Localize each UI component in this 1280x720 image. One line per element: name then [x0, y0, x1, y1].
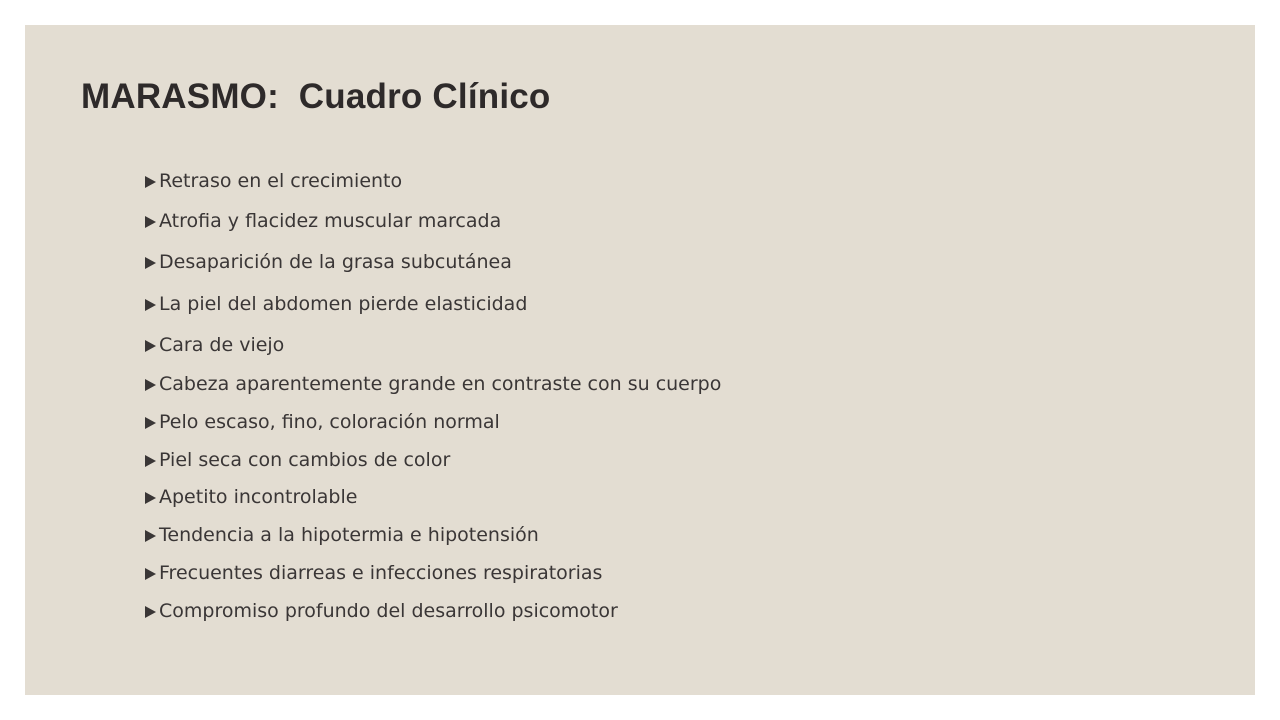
list-item-label: Cara de viejo	[159, 334, 285, 356]
list-item	[145, 411, 500, 433]
list-item-label: Frecuentes diarreas e infecciones respiratorias	[159, 562, 603, 584]
list-item-label: La piel del abdomen pierde elasticidad	[159, 293, 528, 315]
list-item	[145, 334, 284, 356]
list-item-label: Pelo escaso, fino, coloración normal	[159, 411, 500, 433]
list-item-label: Apetito incontrolable	[159, 486, 358, 508]
list-item	[145, 210, 501, 232]
arrowhead-bullet-icon	[145, 340, 156, 352]
list-item-label: Compromiso profundo del desarrollo psicomotor	[159, 600, 618, 622]
list-item-label: Retraso en el crecimiento	[159, 170, 403, 192]
arrowhead-bullet-icon	[145, 299, 156, 311]
list-item	[145, 524, 539, 546]
arrowhead-bullet-icon	[145, 568, 156, 580]
list-item-label: Tendencia a la hipotermia e hipotensión	[159, 524, 539, 546]
list-item	[145, 486, 357, 508]
list-item-label: Cabeza aparentemente grande en contraste con su cuerpo	[159, 373, 722, 395]
arrowhead-bullet-icon	[145, 417, 156, 429]
arrowhead-bullet-icon	[145, 492, 156, 504]
list-item-label: Atrofia y flacidez muscular marcada	[159, 210, 502, 232]
arrowhead-bullet-icon	[145, 379, 156, 391]
list-item	[145, 170, 402, 192]
arrowhead-bullet-icon	[145, 530, 156, 542]
list-item	[145, 562, 602, 584]
list-item	[145, 293, 527, 315]
list-item	[145, 251, 512, 273]
list-item-label: Piel seca con cambios de color	[159, 449, 451, 471]
slide-title: MARASMO: Cuadro Clínico	[81, 77, 551, 116]
slide	[25, 25, 1255, 695]
list-item	[145, 449, 450, 471]
list-item-label: Desaparición de la grasa subcutánea	[159, 251, 512, 273]
arrowhead-bullet-icon	[145, 606, 156, 618]
list-item	[145, 373, 721, 395]
arrowhead-bullet-icon	[145, 257, 156, 269]
arrowhead-bullet-icon	[145, 176, 156, 188]
arrowhead-bullet-icon	[145, 216, 156, 228]
arrowhead-bullet-icon	[145, 455, 156, 467]
list-item	[145, 600, 618, 622]
